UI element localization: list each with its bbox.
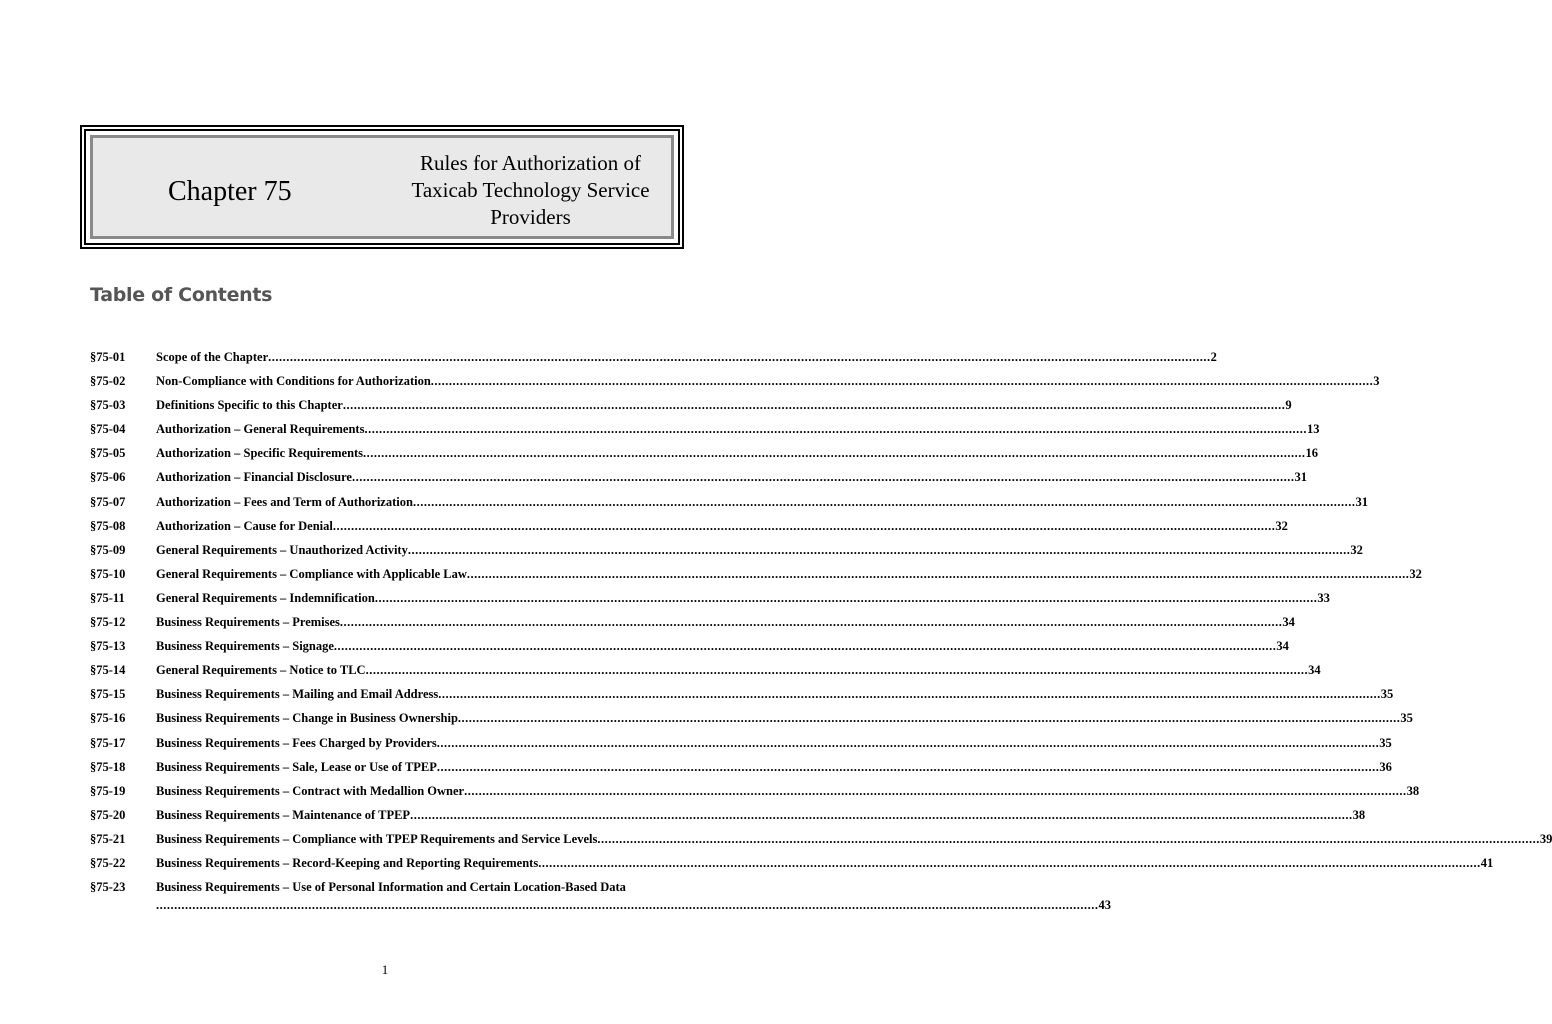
toc-list <box>90 350 1552 916</box>
toc-entry-title: Business Requirements – Compliance with TPEP Requirements and Service Levels <box>156 831 598 846</box>
toc-entry-page: 35 <box>1380 687 1394 702</box>
toc-leader-dots: .................................................................................................................................................................................................................................................................... <box>332 518 1276 533</box>
toc-entry[interactable] <box>90 566 1422 591</box>
toc-entry-page: 38 <box>1352 807 1366 822</box>
toc-leader-dots: .................................................................................................................................................................................................................................................................... <box>410 807 1353 822</box>
toc-entry-number: §75-18 <box>90 759 126 774</box>
toc-entry[interactable] <box>90 687 1394 711</box>
toc-entry-page: 35 <box>1400 711 1413 726</box>
toc-entry-title: Authorization – Specific Requirements <box>156 446 364 461</box>
toc-entry-number: §75-08 <box>90 518 126 533</box>
toc-leader-dots: .................................................................................................................................................................................................................................................................... <box>597 831 1540 846</box>
toc-heading: Table of Contents <box>90 284 273 306</box>
toc-entry[interactable] <box>90 374 1380 398</box>
toc-entry-title: Authorization – General Requirements <box>156 422 365 437</box>
toc-entry-number: §75-12 <box>90 615 126 630</box>
toc-leader-dots: .................................................................................................................................................................................................................................................................... <box>464 783 1407 798</box>
toc-entry[interactable] <box>90 350 1217 374</box>
toc-leader-dots: .................................................................................................................................................................................................................................................................... <box>412 494 1356 509</box>
toc-entry-page: 36 <box>1379 759 1392 774</box>
toc-leader-dots: .................................................................................................................................................................................................................................................................... <box>268 350 1211 364</box>
toc-leader-dots: .................................................................................................................................................................................................................................................................... <box>436 759 1380 774</box>
toc-entry[interactable] <box>90 880 1111 916</box>
toc-entry[interactable] <box>90 542 1363 567</box>
toc-entry-title: Authorization – Cause for Denial <box>156 518 333 533</box>
toc-entry-page: 2 <box>1210 350 1217 364</box>
toc-entry[interactable] <box>90 590 1330 615</box>
toc-entry-title: Business Requirements – Signage <box>156 639 334 654</box>
toc-entry[interactable] <box>90 735 1392 760</box>
toc-leader-dots: .................................................................................................................................................................................................................................................................... <box>333 639 1277 654</box>
toc-leader-dots: .................................................................................................................................................................................................................................................................... <box>430 374 1374 389</box>
toc-entry-title: Business Requirements – Maintenance of TPEP <box>156 807 411 822</box>
toc-entry-title: Business Requirements – Use of Personal Information and Certain Location-Based Data <box>156 880 626 895</box>
toc-entry-number: §75-17 <box>90 735 126 750</box>
toc-entry-number: §75-09 <box>90 542 126 557</box>
toc-entry-page: 41 <box>1480 855 1494 870</box>
toc-entry-page: 31 <box>1294 470 1307 485</box>
toc-leader-dots: .................................................................................................................................................................................................................................................................... <box>364 422 1307 437</box>
toc-entry-title: Business Requirements – Record-Keeping and Reporting Requirements <box>156 855 539 870</box>
toc-entry-title: Business Requirements – Mailing and Email Address <box>156 687 439 702</box>
toc-entry[interactable] <box>90 470 1307 494</box>
toc-leader-dots: .................................................................................................................................................................................................................................................................... <box>538 855 1481 870</box>
toc-entry[interactable] <box>90 807 1366 832</box>
toc-entry-number: §75-19 <box>90 783 126 798</box>
toc-entry-title: Authorization – Financial Disclosure <box>156 470 352 485</box>
toc-entry[interactable] <box>90 518 1288 543</box>
toc-leader-dots: .................................................................................................................................................................................................................................................................... <box>436 735 1380 750</box>
toc-entry-number: §75-11 <box>90 590 125 605</box>
toc-entry-number: §75-23 <box>90 880 126 895</box>
toc-entry[interactable] <box>90 759 1392 784</box>
toc-leader-dots: .................................................................................................................................................................................................................................................................... <box>365 663 1309 678</box>
toc-leader-dots: .................................................................................................................................................................................................................................................................... <box>342 398 1286 413</box>
toc-entry-title: Definitions Specific to this Chapter <box>156 398 343 413</box>
toc-entry-number: §75-20 <box>90 807 126 822</box>
toc-entry-page: 33 <box>1317 590 1330 605</box>
toc-entry-page: 32 <box>1409 566 1422 581</box>
toc-entry-page: 32 <box>1275 518 1288 533</box>
toc-entry[interactable] <box>90 831 1552 856</box>
toc-entry-title: Business Requirements – Sale, Lease or Use of TPEP <box>156 759 437 774</box>
toc-entry[interactable] <box>90 398 1292 422</box>
toc-entry-title: Business Requirements – Premises <box>156 615 340 630</box>
chapter-title <box>388 150 673 231</box>
toc-entry-number: §75-06 <box>90 470 126 485</box>
toc-entry-number: §75-21 <box>90 831 126 846</box>
toc-entry-number: §75-15 <box>90 687 126 702</box>
toc-entry-page: 43 <box>1098 898 1111 913</box>
toc-entry[interactable] <box>90 615 1295 639</box>
toc-entry-page: 31 <box>1355 494 1368 509</box>
toc-entry-title: General Requirements – Indemnification <box>156 590 375 605</box>
toc-leader-dots: .................................................................................................................................................................................................................................................................... <box>363 446 1306 461</box>
toc-entry-page: 34 <box>1276 639 1289 654</box>
toc-entry-page: 3 <box>1373 374 1380 389</box>
toc-entry-number: §75-05 <box>90 446 126 461</box>
toc-entry-page: 16 <box>1305 446 1319 461</box>
chapter-header-inner <box>90 135 674 239</box>
toc-entry-number: §75-10 <box>90 566 126 581</box>
toc-entry[interactable] <box>90 663 1321 687</box>
toc-leader-dots: .................................................................................................................................................................................................................................................................... <box>438 687 1381 702</box>
chapter-number: Chapter 75 <box>168 176 292 207</box>
toc-leader-dots: .................................................................................................................................................................................................................................................................... <box>374 590 1318 605</box>
toc-entry-title: Authorization – Fees and Term of Authorization <box>156 494 413 509</box>
toc-entry-number: §75-22 <box>90 855 126 870</box>
toc-entry-title: General Requirements – Unauthorized Activity <box>156 542 408 557</box>
chapter-title-line: Providers <box>490 205 571 229</box>
toc-leader-dots: .................................................................................................................................................................................................................................................................... <box>156 898 1099 913</box>
chapter-title-line: Taxicab Technology Service <box>411 178 650 202</box>
toc-entry[interactable] <box>90 855 1494 880</box>
toc-entry-page: 34 <box>1308 663 1321 678</box>
toc-entry-page: 39 <box>1539 831 1552 846</box>
page-number: 1 <box>381 962 389 977</box>
toc-entry[interactable] <box>90 783 1420 808</box>
chapter-header-box <box>80 125 684 249</box>
toc-entry-page: 32 <box>1350 542 1363 557</box>
toc-entry-page: 38 <box>1406 783 1420 798</box>
toc-entry-page: 9 <box>1285 398 1292 413</box>
toc-leader-dots: .................................................................................................................................................................................................................................................................... <box>351 470 1295 485</box>
toc-entry-title: General Requirements – Notice to TLC <box>156 663 366 678</box>
toc-entry-page: 13 <box>1306 422 1320 437</box>
toc-entry[interactable] <box>90 639 1289 663</box>
toc-entry-title: General Requirements – Compliance with Applicable Law <box>156 566 467 581</box>
toc-leader-dots: .................................................................................................................................................................................................................................................................... <box>407 542 1351 557</box>
toc-entry-number: §75-14 <box>90 663 126 678</box>
toc-entry-number: §75-03 <box>90 398 126 413</box>
toc-entry-number: §75-13 <box>90 639 126 654</box>
toc-entry-title: Business Requirements – Change in Business Ownership <box>156 711 458 726</box>
toc-entry-title: Non-Compliance with Conditions for Authorization <box>156 374 431 389</box>
toc-entry[interactable] <box>90 446 1319 470</box>
toc-entry[interactable] <box>90 494 1368 519</box>
toc-entry-number: §75-04 <box>90 422 126 437</box>
toc-entry-page: 35 <box>1379 735 1392 750</box>
toc-leader-dots: .................................................................................................................................................................................................................................................................... <box>339 615 1283 630</box>
toc-entry-title: Business Requirements – Contract with Medallion Owner <box>156 783 465 798</box>
toc-entry[interactable] <box>90 711 1413 735</box>
toc-leader-dots: .................................................................................................................................................................................................................................................................... <box>466 566 1410 581</box>
toc-entry-number: §75-07 <box>90 494 126 509</box>
toc-entry[interactable] <box>90 422 1320 446</box>
toc-leader-dots: .................................................................................................................................................................................................................................................................... <box>457 711 1401 726</box>
toc-entry-title: Scope of the Chapter <box>156 350 269 364</box>
toc-entry-number: §75-16 <box>90 711 126 726</box>
toc-entry-page: 34 <box>1282 615 1295 630</box>
toc-entry-title: Business Requirements – Fees Charged by Providers <box>156 735 437 750</box>
chapter-title-line: Rules for Authorization of <box>419 151 642 175</box>
toc-entry-number: §75-02 <box>90 374 126 389</box>
toc-entry-number: §75-01 <box>90 350 126 364</box>
